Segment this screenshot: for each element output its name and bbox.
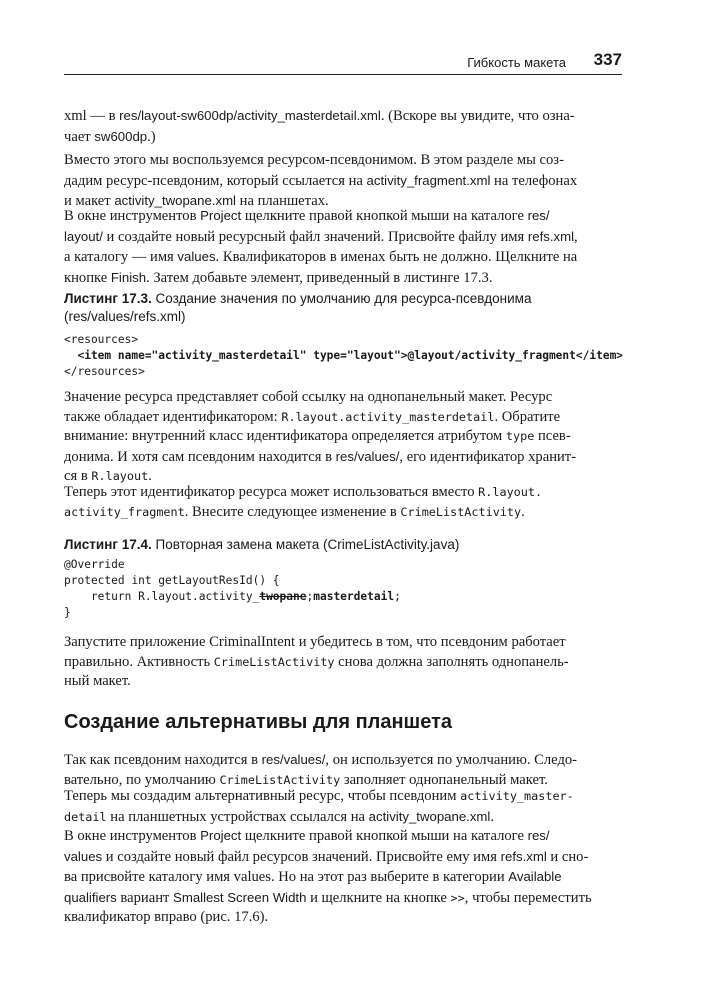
code-identifier: activity_master- [460, 789, 574, 803]
dir-name: res/values/ [335, 448, 400, 464]
removed-code: twopane [259, 590, 307, 603]
text: а каталогу — имя [64, 249, 178, 265]
text: Вместо этого мы воспользуемся ресурсом-псевдонимом. В этом разделе мы соз- [64, 152, 564, 168]
text: и создайте новый ресурсный файл значений. Присвойте файлу имя [102, 228, 528, 245]
text: и макет [64, 193, 115, 209]
text: В окне инструментов [64, 208, 201, 224]
paragraph-4 [64, 388, 622, 487]
ui-term: qualifiers [64, 889, 117, 905]
text: на планшетных устройствах ссылался на [106, 808, 369, 825]
text: и сно- [546, 848, 589, 865]
text: на телефонах [490, 172, 578, 189]
file-name: activity_twopane.xml [368, 808, 491, 824]
paragraph-5 [64, 483, 622, 522]
listing-label: Листинг 17.4. [64, 537, 152, 552]
text: снова должна заполнять однопанель- [334, 653, 569, 670]
text: . (Вскоре вы увидите, что озна- [380, 108, 575, 124]
text: . [521, 503, 525, 520]
text: донима. И хотя сам псевдоним находится в [64, 448, 336, 465]
code-punct: ; [394, 590, 401, 603]
dir-name: values [64, 848, 103, 864]
code-identifier: >> [450, 890, 465, 905]
section-title: Гибкость макета [467, 55, 566, 70]
text: . Затем добавьте элемент, приведенный в листинге 17.3. [146, 269, 493, 286]
ui-term: Project [200, 208, 242, 223]
code-block [64, 332, 622, 380]
text: квалификатор вправо (рис. 17.6). [64, 909, 269, 925]
listing-caption [64, 536, 622, 554]
paragraph-3 [64, 206, 622, 288]
text: внимание: внутренний класс идентификатора определяется атрибутом [64, 428, 506, 444]
text: . [490, 808, 494, 825]
code-identifier: CrimeListActivity [213, 654, 335, 669]
paragraph-2 [64, 151, 622, 212]
text: ный макет. [64, 673, 131, 689]
code-line: <resources> [64, 333, 139, 346]
text: , чтобы переместить [464, 889, 592, 906]
code-block [64, 557, 622, 621]
text: Запустите приложение CriminalIntent и убедитесь в том, что псевдоним работает [64, 634, 566, 650]
page-number: 337 [593, 50, 622, 69]
paragraph-8 [64, 787, 622, 827]
dir-name: res/ [527, 828, 550, 843]
text: , он используется по умолчанию. Следо- [325, 752, 578, 768]
text: . Обратите [494, 408, 561, 425]
code-line: } [64, 606, 71, 619]
dir-name: values [177, 249, 216, 264]
paragraph-1 [64, 106, 622, 147]
listing-17-3 [64, 290, 622, 380]
paragraph-9 [64, 826, 622, 928]
file-name: activity_fragment.xml [366, 172, 491, 188]
code-identifier: R.layout.activity_masterdetail [281, 409, 495, 424]
code-identifier: R.layout. [478, 485, 543, 499]
file-name: activity_twopane.xml [114, 193, 236, 208]
text: xml — в [64, 108, 120, 124]
text: , [574, 228, 578, 245]
code-line: <item name="activity_masterdetail" type="layout">@layout/activity_fragment</item> [64, 349, 624, 362]
text: и создайте новый файл ресурсов значений. Присвойте ему имя [102, 848, 501, 865]
paragraph-7 [64, 750, 622, 790]
ui-term: Available [508, 869, 562, 884]
listing-title: Повторная замена макета (CrimeListActivity.java) [151, 537, 460, 552]
code-identifier: CrimeListActivity [400, 504, 522, 519]
text: ся в [64, 468, 92, 484]
text: вариант [116, 889, 174, 906]
text: .) [147, 128, 156, 145]
text: . [148, 468, 152, 484]
text: правильно. Активность [64, 653, 214, 670]
text: щелкните правой кнопкой мыши на каталоге [241, 828, 528, 844]
code-punct: ; [306, 590, 314, 603]
listing-label: Листинг 17.3. [64, 291, 152, 306]
paragraph-6 [64, 633, 622, 692]
listing-17-4 [64, 536, 622, 621]
text: заполняет однопанельный макет. [340, 771, 548, 788]
code-identifier: activity_fragment [64, 504, 185, 519]
ui-term: Smallest Screen Width [173, 889, 307, 905]
text: псев- [534, 428, 571, 444]
text: и щелкните на кнопке [306, 889, 451, 906]
code-identifier: CrimeListActivity [219, 772, 341, 787]
dir-name: res/ [527, 208, 550, 223]
code-line: </resources> [64, 365, 145, 378]
text: на планшетах. [235, 193, 329, 209]
text: Теперь мы создадим альтернативный ресурс, чтобы псевдоним [64, 788, 461, 804]
text: кнопке [64, 269, 111, 286]
text: вательно, по умолчанию [64, 771, 220, 788]
ui-term: Project [200, 828, 242, 843]
heading-text: Создание альтернативы для планшета [64, 711, 452, 733]
section-heading [64, 711, 622, 734]
listing-caption [64, 290, 622, 326]
qualifier: sw600dp [94, 128, 148, 144]
dir-name: res/values/ [261, 752, 326, 767]
text: ва присвойте каталогу имя values. Но на этот раз выберите в категории [64, 869, 509, 885]
code-line: protected int getLayoutResId() { [64, 574, 280, 587]
text: , его идентификатор хранит- [399, 448, 577, 465]
listing-file: (res/values/refs.xml) [64, 309, 186, 324]
code-line: return R.layout.activity_ [64, 590, 260, 603]
running-header [64, 52, 622, 75]
text: . Внесите следующее изменение в [184, 503, 401, 520]
dir-name: layout/ [64, 228, 103, 244]
text: также обладает идентификатором: [64, 408, 282, 425]
text: Теперь этот идентификатор ресурса может использоваться вместо [64, 484, 479, 500]
file-name: refs.xml [500, 848, 547, 864]
text: В окне инструментов [64, 828, 201, 844]
file-name: refs.xml [527, 228, 575, 244]
code-line: @Override [64, 558, 125, 571]
text: Так как псевдоним находится в [64, 752, 262, 768]
file-path: res/layout-sw600dp/activity_masterdetail.xml [119, 108, 381, 123]
code-identifier: detail [64, 809, 107, 824]
text: чает [64, 128, 95, 145]
text: щелкните правой кнопкой мыши на каталоге [241, 208, 528, 224]
code-identifier: R.layout [91, 469, 149, 483]
listing-title: Создание значения по умолчанию для ресурса-псевдонима [151, 291, 532, 306]
ui-term: Finish [110, 269, 147, 285]
text: . Квалификаторов в именах быть не должно. Щелкните на [215, 249, 578, 265]
text: дадим ресурс-псевдоним, который ссылается на [64, 172, 367, 189]
added-code: masterdetail [313, 590, 395, 603]
code-identifier: type [505, 429, 535, 443]
text: Значение ресурса представляет собой ссылку на однопанельный макет. Ресурс [64, 389, 553, 405]
